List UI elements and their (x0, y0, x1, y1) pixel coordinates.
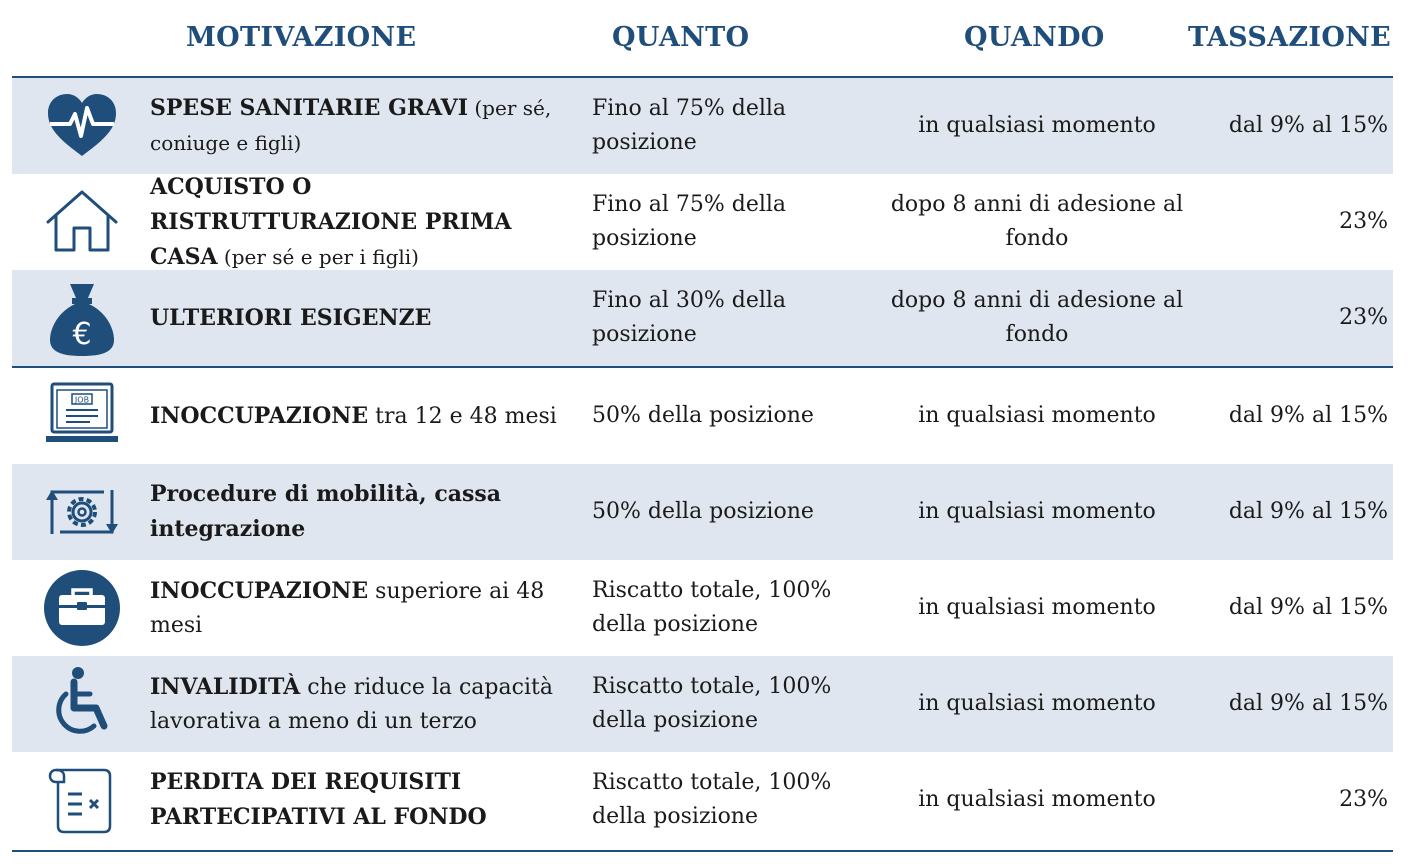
laptop-job-icon (42, 376, 122, 456)
table-row (12, 464, 1393, 560)
header-quando: QUANDO (964, 22, 1105, 53)
table-row (12, 78, 1393, 174)
header-tassazione: TASSAZIONE (1188, 22, 1392, 53)
motivazione-detail: (per sé, coniuge e figli) (150, 96, 552, 155)
table-row (12, 270, 1393, 366)
table-row (12, 560, 1393, 656)
quanto-cell: 50% della posizione (592, 403, 814, 428)
motivazione-title: INOCCUPAZIONE (150, 577, 369, 604)
tassazione-cell: dal 9% al 15% (1228, 595, 1388, 620)
motivazione-detail: tra 12 e 48 mesi (368, 403, 557, 429)
quanto-cell: 50% della posizione (592, 499, 814, 524)
euro-money-bag-icon (42, 278, 122, 358)
wheelchair-icon (42, 664, 122, 744)
motivazione-cell (150, 78, 580, 174)
table-row (12, 656, 1393, 752)
document-scroll-icon (42, 760, 122, 840)
header-motivazione: MOTIVAZIONE (186, 22, 417, 53)
motivazione-title: PERDITA DEI REQUISITI PARTECIPATIVI AL FONDO (150, 769, 487, 830)
heart-pulse-icon (42, 86, 122, 166)
gear-arrows-icon (42, 472, 122, 552)
tassazione-cell: dal 9% al 15% (1228, 691, 1388, 716)
quando-cell: in qualsiasi momento (918, 499, 1156, 524)
quando-cell: in qualsiasi momento (918, 403, 1156, 428)
motivazione-title: INVALIDITÀ (150, 673, 301, 700)
tassazione-cell: 23% (1339, 787, 1388, 812)
svg-text:JOB: JOB (74, 395, 90, 405)
motivazione-title: INOCCUPAZIONE (150, 402, 369, 429)
motivazione-detail: che riduce la capacità lavorativa a meno di un terzo (150, 674, 553, 734)
house-icon (42, 182, 122, 262)
motivazione-title: SPESE SANITARIE GRAVI (150, 95, 469, 121)
motivazione-cell (150, 270, 580, 366)
motivazione-cell (150, 174, 580, 270)
table-row (12, 368, 1393, 464)
table-header (0, 0, 1408, 78)
quando-cell: in qualsiasi momento (918, 691, 1156, 716)
briefcase-icon (42, 568, 122, 648)
motivazione-title: ULTERIORI ESIGENZE (150, 304, 432, 331)
quanto-cell: Fino al 75% della posizione (592, 96, 787, 155)
motivazione-detail: superiore ai 48 mesi (150, 578, 545, 638)
quando-cell: dopo 8 anni di adesione al fondo (890, 192, 1184, 251)
table-row (12, 174, 1393, 270)
motivazione-cell (150, 656, 580, 752)
quanto-cell: Fino al 30% della posizione (592, 288, 787, 347)
quanto-cell: Riscatto totale, 100% della posizione (592, 578, 832, 637)
tassazione-cell: dal 9% al 15% (1228, 499, 1388, 524)
motivazione-title: ACQUISTO O RISTRUTTURAZIONE PRIMA CASA (150, 173, 512, 270)
quanto-cell: Riscatto totale, 100% della posizione (592, 770, 832, 829)
quanto-cell: Riscatto totale, 100% della posizione (592, 674, 832, 733)
table-row (12, 752, 1393, 848)
motivazione-cell (150, 368, 580, 464)
header-quanto: QUANTO (612, 22, 750, 53)
motivazione-cell (150, 464, 580, 560)
tassazione-cell: 23% (1339, 305, 1388, 330)
quanto-cell: Fino al 75% della posizione (592, 192, 787, 251)
tassazione-cell: dal 9% al 15% (1228, 403, 1388, 428)
quando-cell: in qualsiasi momento (918, 787, 1156, 812)
footer-divider (12, 850, 1393, 852)
tassazione-cell: dal 9% al 15% (1228, 113, 1388, 138)
svg-text:€: € (72, 317, 92, 352)
tassazione-cell: 23% (1339, 209, 1388, 234)
motivazione-title: Procedure di mobilità, cassa integrazione (150, 481, 502, 542)
motivazione-cell (150, 752, 580, 848)
quando-cell: in qualsiasi momento (918, 113, 1156, 138)
quando-cell: dopo 8 anni di adesione al fondo (890, 288, 1184, 347)
motivazione-cell (150, 560, 580, 656)
quando-cell: in qualsiasi momento (918, 595, 1156, 620)
motivazione-detail: (per sé e per i figli) (217, 244, 419, 269)
